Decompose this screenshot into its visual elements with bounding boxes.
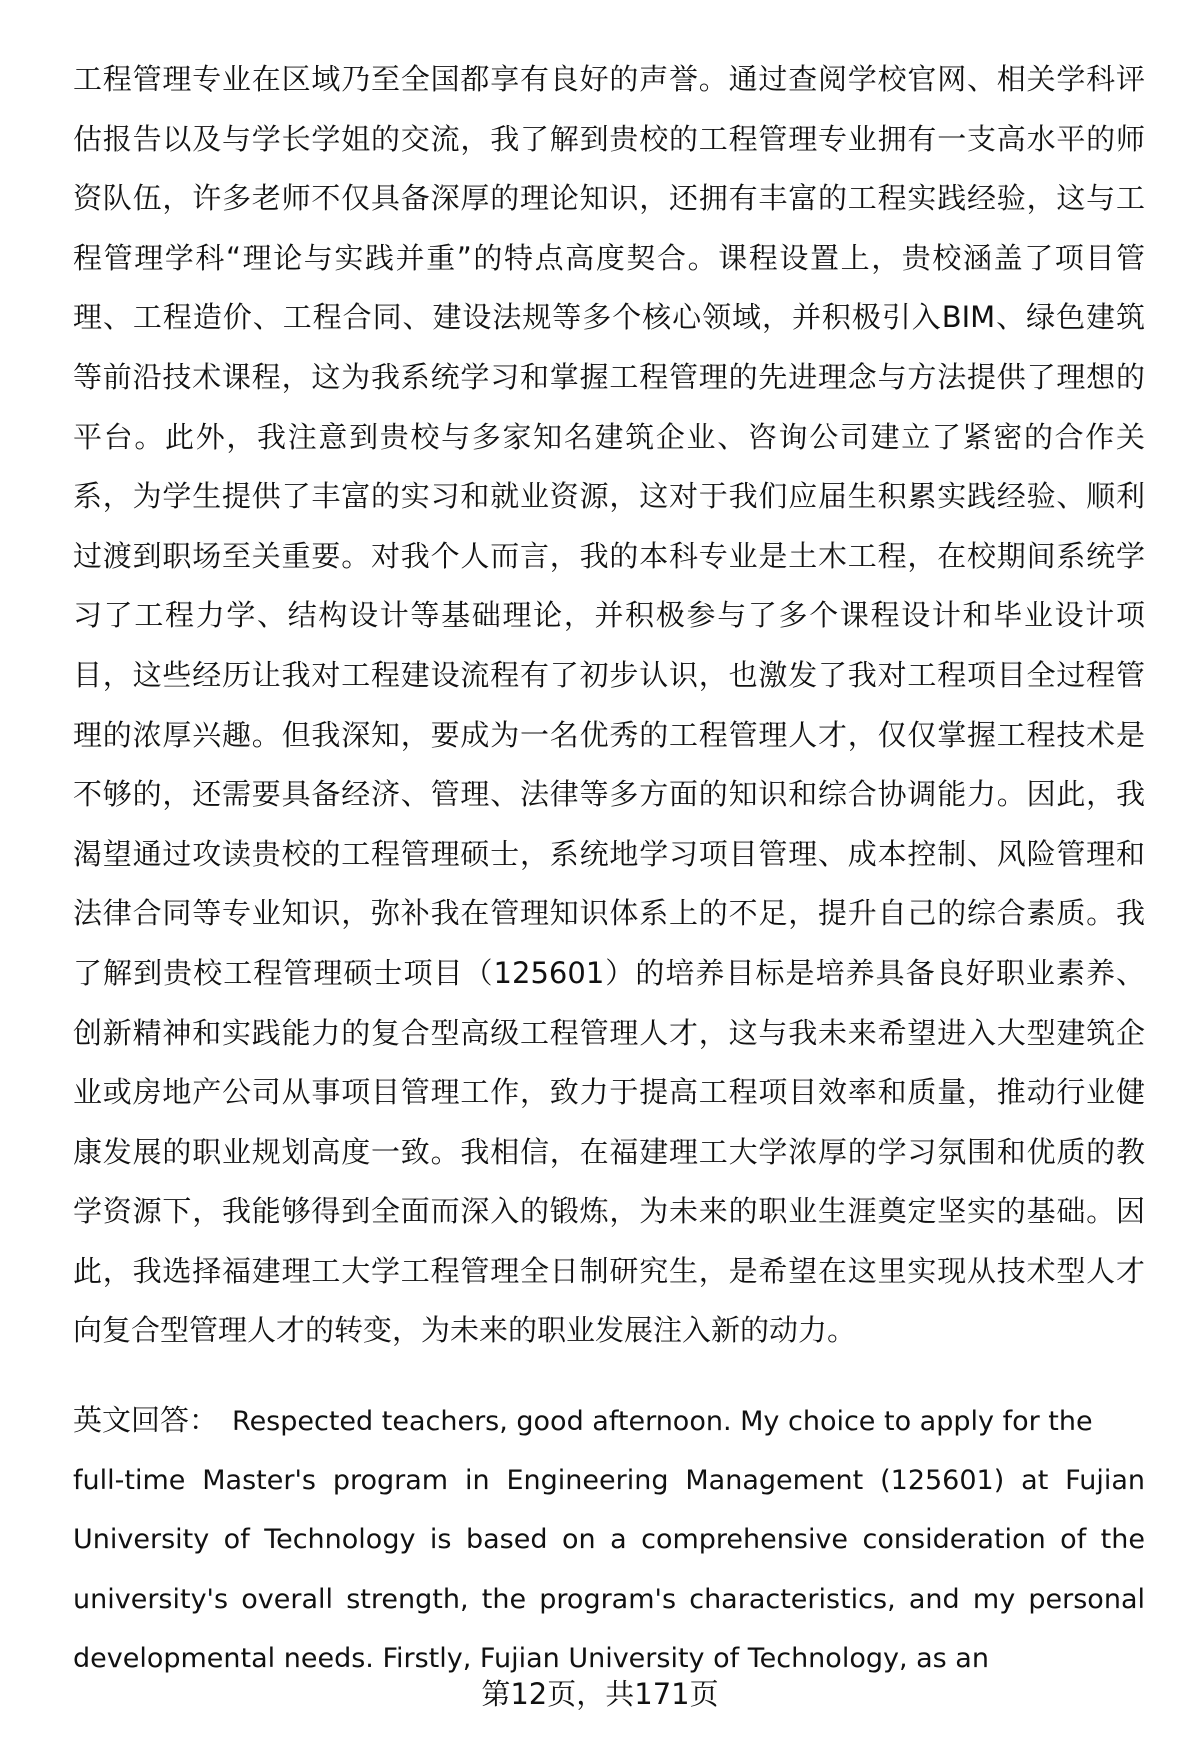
text-line: 康发展的职业规划高度一致。我相信，在福建理工大学浓厚的学习氛围和优质的教 bbox=[73, 1134, 1145, 1169]
text-line: 理的浓厚兴趣。但我深知，要成为一名优秀的工程管理人才，仅仅掌握工程技术是 bbox=[73, 717, 1145, 752]
text-line: 等前沿技术课程，这为我系统学习和掌握工程管理的先进理念与方法提供了理想的 bbox=[73, 359, 1145, 394]
text-line: developmental needs. Firstly, Fujian University of Technology, as an bbox=[73, 1643, 989, 1675]
text-line: 理、工程造价、工程合同、建设法规等多个核心领域，并积极引入BIM、绿色建筑 bbox=[73, 300, 1145, 335]
text-line: 创新精神和实践能力的复合型高级工程管理人才，这与我未来希望进入大型建筑企 bbox=[73, 1015, 1145, 1050]
english-line-text: Respected teachers, good afternoon. My choice to apply for the bbox=[232, 1406, 1093, 1438]
text-line: 目，这些经历让我对工程建设流程有了初步认识，也激发了我对工程项目全过程管 bbox=[73, 657, 1145, 692]
document-body bbox=[73, 50, 1145, 1689]
text-line: 估报告以及与学长学姐的交流，我了解到贵校的工程管理专业拥有一支高水平的师 bbox=[73, 121, 1145, 156]
text-line: 程管理学科“理论与实践并重”的特点高度契合。课程设置上，贵校涵盖了项目管 bbox=[73, 240, 1145, 275]
text-line: 此，我选择福建理工大学工程管理全日制研究生，是希望在这里实现从技术型人才 bbox=[73, 1253, 1145, 1288]
text-line: 向复合型管理人才的转变，为未来的职业发展注入新的动力。 bbox=[73, 1313, 857, 1348]
text-line: 工程管理专业在区域乃至全国都享有良好的声誉。通过查阅学校官网、相关学科评 bbox=[73, 62, 1145, 96]
text-line: 学资源下，我能够得到全面而深入的锻炼，为未来的职业生涯奠定坚实的基础。因 bbox=[73, 1194, 1145, 1229]
text-line: 习了工程力学、结构设计等基础理论，并积极参与了多个课程设计和毕业设计项 bbox=[73, 598, 1145, 633]
english-answer bbox=[73, 1391, 1145, 1689]
text-line: 资队伍，许多老师不仅具备深厚的理论知识，还拥有丰富的工程实践经验，这与工 bbox=[73, 181, 1145, 216]
text-line: 法律合同等专业知识，弥补我在管理知识体系上的不足，提升自己的综合素质。我 bbox=[73, 896, 1145, 931]
text-line: 了解到贵校工程管理硕士项目（125601）的培养目标是培养具备良好职业素养、 bbox=[73, 955, 1145, 990]
english-answer-label: 英文回答： bbox=[73, 1403, 219, 1438]
page-indicator: 第12页，共171页 bbox=[481, 1677, 719, 1711]
text-line: 业或房地产公司从事项目管理工作，致力于提高工程项目效率和质量，推动行业健 bbox=[73, 1075, 1145, 1110]
text-line: 平台。此外，我注意到贵校与多家知名建筑企业、咨询公司建立了紧密的合作关 bbox=[73, 419, 1145, 454]
text-line: 系，为学生提供了丰富的实习和就业资源，这对于我们应届生积累实践经验、顺利 bbox=[73, 479, 1145, 514]
text-line: 渴望通过攻读贵校的工程管理硕士，系统地学习项目管理、成本控制、风险管理和 bbox=[73, 836, 1145, 871]
text-line bbox=[73, 1391, 1145, 1451]
text-line: full-time Master's program in Engineering Management (125601) at Fujian bbox=[73, 1464, 1145, 1496]
chinese-answer bbox=[73, 50, 1145, 1361]
text-line: University of Technology is based on a comprehensive consideration of the bbox=[73, 1524, 1145, 1556]
text-line: 不够的，还需要具备经济、管理、法律等多方面的知识和综合协调能力。因此，我 bbox=[73, 777, 1145, 812]
text-line: university's overall strength, the program's characteristics, and my personal bbox=[73, 1583, 1145, 1615]
text-line: 过渡到职场至关重要。对我个人而言，我的本科专业是土木工程，在校期间系统学 bbox=[73, 538, 1145, 573]
